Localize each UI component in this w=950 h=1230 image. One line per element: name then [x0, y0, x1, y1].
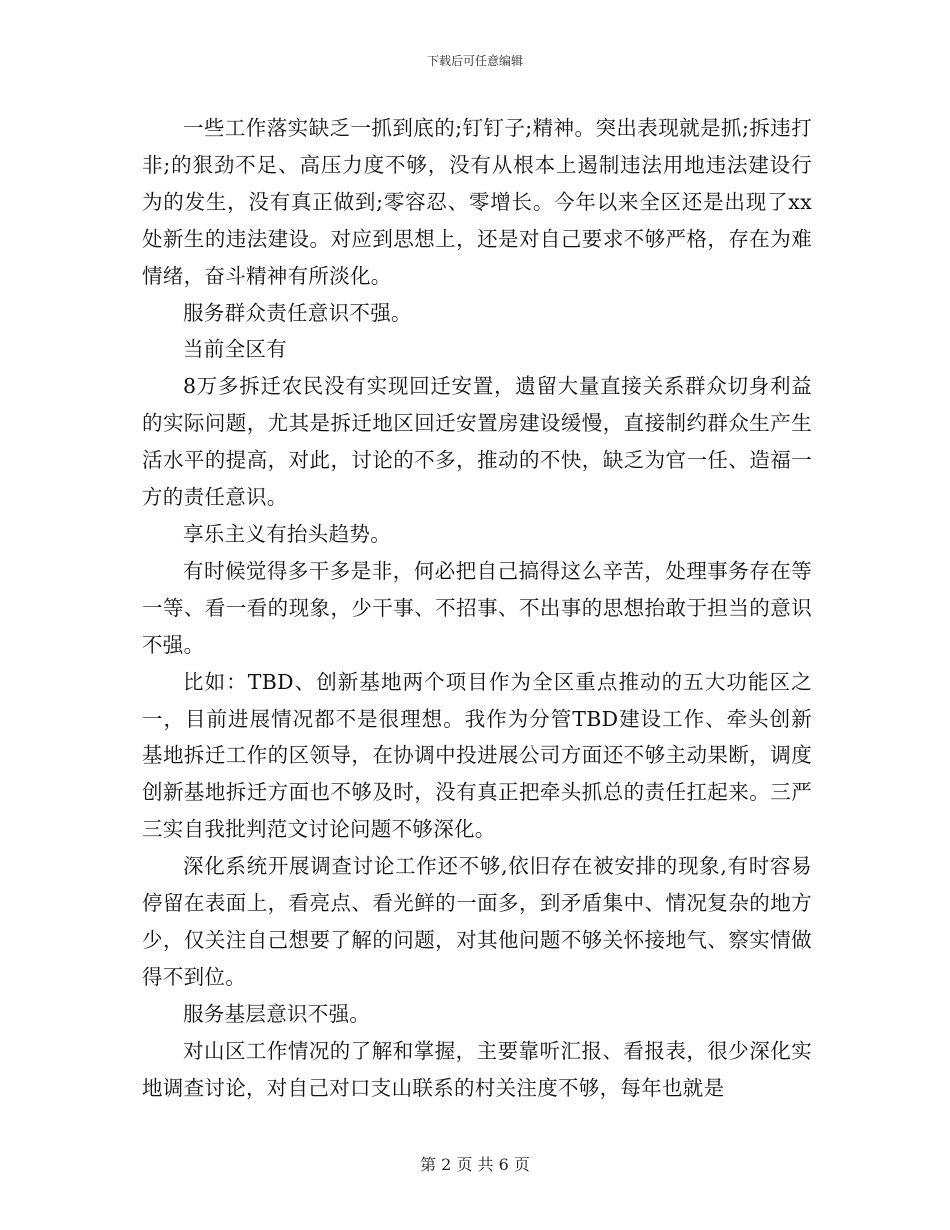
paragraph-5: 享乐主义有抬头趋势。	[183, 521, 391, 546]
page-footer: 第 2 页 共 6 页	[420, 1155, 530, 1174]
page-header: 下载后可任意编辑	[426, 54, 523, 68]
paragraph-3: 当前全区有	[183, 337, 287, 362]
paragraph-4: 8万多拆迁农民没有实现回迁安置，遗留大量直接关系群众切身利益的实际问题，尤其是拆迁地区回迁安置房建设缓慢，直接制约群众生产生活水平的提高，对此，讨论的不多，推动的不快，缺乏为官一任、造福一方的责任意识。	[142, 374, 812, 510]
paragraph-9: 服务基层意识不强。	[183, 1001, 371, 1026]
paragraph-1: 一些工作落实缺乏一抓到底的;钉钉子;精神。突出表现就是抓;拆违打非;的狠劲不足、高压力度不够，没有从根本上遏制违法用地违法建设行为的发生，没有真正做到;零容忍、零增长。今年以来全区还是出现了xx处新生的违法建设。对应到思想上，还是对自己要求不够严格，存在为难情绪，奋斗精神有所淡化。	[142, 116, 812, 288]
paragraph-6: 有时候觉得多干多是非，何必把自己搞得这么辛苦，处理事务存在等一等、看一看的现象，少干事、不招事、不出事的思想抬敢于担当的意识不强。	[142, 558, 812, 657]
document-body	[142, 110, 812, 1106]
paragraph-7: 比如：TBD、创新基地两个项目作为全区重点推动的五大功能区之一，目前进展情况都不是很理想。我作为分管TBD建设工作、牵头创新基地拆迁工作的区领导，在协调中投进展公司方面还不够主动果断，调度创新基地拆迁方面也不够及时，没有真正把牵头抓总的责任扛起来。三严三实自我批判范文讨论问题不够深化。	[142, 669, 812, 842]
paragraph-10: 对山区工作情况的了解和掌握，主要靠听汇报、看报表，很少深化实地调查讨论，对自己对口支山联系的村关注度不够，每年也就是	[142, 1038, 812, 1100]
paragraph-8: 深化系统开展调查讨论工作还不够,依旧存在被安排的现象,有时容易停留在表面上，看亮点、看光鲜的一面多，到矛盾集中、情况复杂的地方少，仅关注自己想要了解的问题，对其他问题不够关怀接地气、察实情做得不到位。	[142, 854, 812, 989]
paragraph-2: 服务群众责任意识不强。	[183, 300, 412, 325]
